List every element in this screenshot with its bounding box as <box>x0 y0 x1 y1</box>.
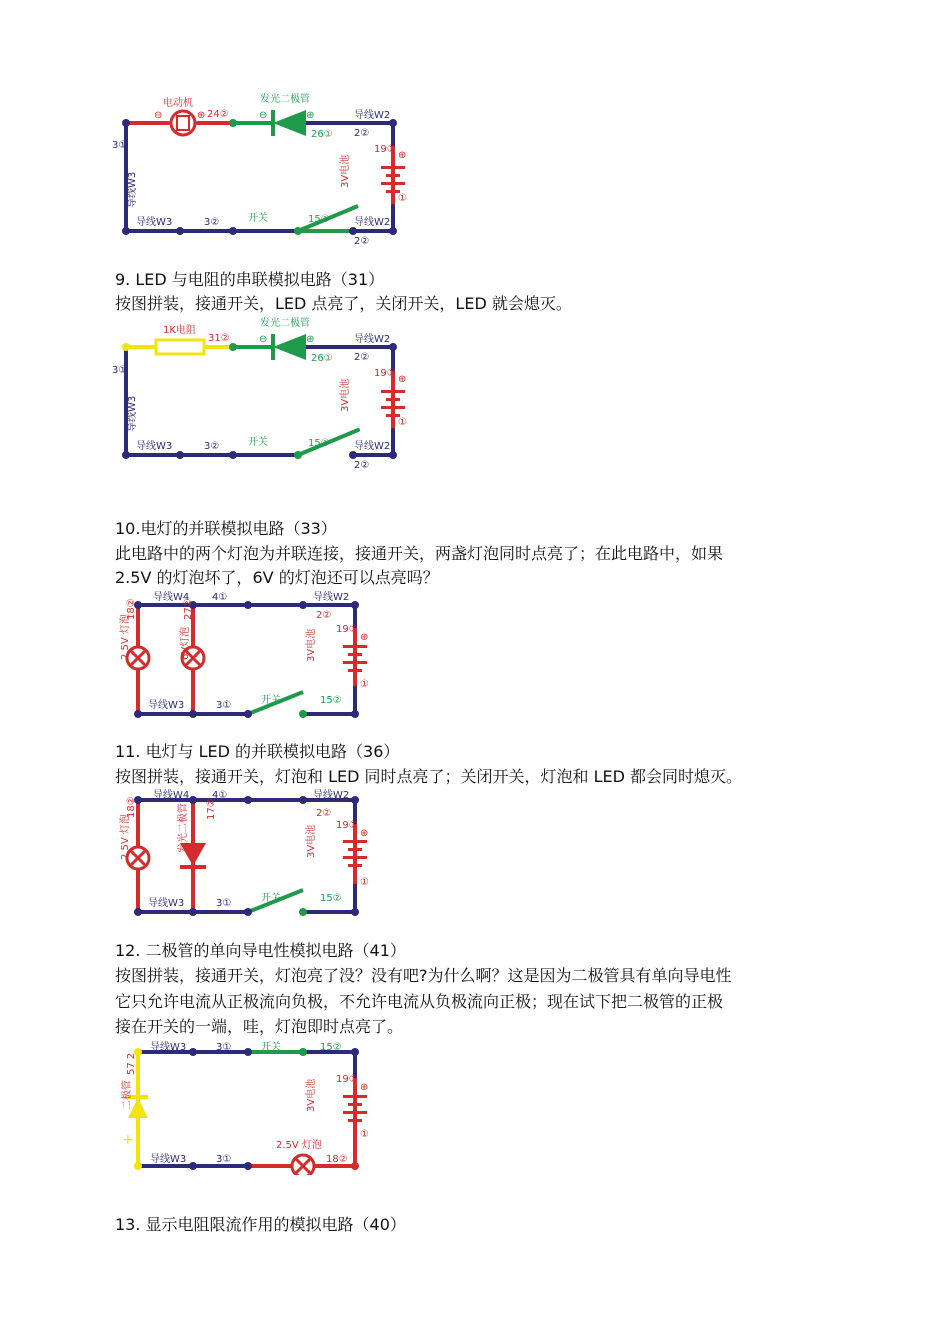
svg-text:24②: 24② <box>207 109 229 120</box>
svg-text:导线W3: 导线W3 <box>150 1154 187 1165</box>
svg-text:57 2: 57 2 <box>126 1052 137 1075</box>
svg-text:导线W3: 导线W3 <box>127 395 138 432</box>
led-label: 发光二极管 <box>260 94 310 105</box>
svg-text:3②: 3② <box>204 217 220 228</box>
svg-text:3①: 3① <box>216 1154 232 1165</box>
svg-text:3V电池: 3V电池 <box>306 1078 317 1112</box>
svg-text:27②: 27② <box>183 598 194 620</box>
svg-text:导线W3: 导线W3 <box>148 898 185 909</box>
svg-text:1K电阻: 1K电阻 <box>163 325 196 336</box>
svg-text:⊖: ⊖ <box>154 110 163 121</box>
svg-text:开关: 开关 <box>248 213 268 224</box>
section-11-title: 11. 电灯与 LED 的并联模拟电路（36） <box>115 742 400 761</box>
circuit-diagram-motor-led <box>108 88 418 248</box>
svg-text:+: + <box>122 1132 134 1148</box>
svg-text:开关: 开关 <box>261 695 281 706</box>
svg-text:⊕: ⊕ <box>398 150 407 161</box>
section-12-desc-line2: 它只允许电流从正极流向负极，不允许电流从负极流向正极；现在试下把二极管的正极 <box>115 992 724 1011</box>
svg-text:导线W4: 导线W4 <box>153 592 190 603</box>
svg-text:4①: 4① <box>212 790 228 801</box>
svg-text:发光二极管: 发光二极管 <box>260 318 310 329</box>
svg-text:⊕: ⊕ <box>360 1082 369 1093</box>
svg-text:⊕: ⊕ <box>306 334 315 345</box>
svg-text:3V电池: 3V电池 <box>306 628 317 662</box>
svg-text:导线W2: 导线W2 <box>313 592 350 603</box>
svg-text:4①: 4① <box>212 592 228 603</box>
svg-text:19①: 19① <box>336 820 358 831</box>
section-10-desc-line2: 2.5V 的灯泡坏了，6V 的灯泡还可以点亮吗？ <box>115 568 439 587</box>
led-symbol <box>273 110 306 136</box>
svg-text:31②: 31② <box>208 333 230 344</box>
section-12-desc-line1: 按图拼装，接通开关，灯泡亮了没？没有吧?为什么啊？这是因为二极管具有单向导电性 <box>115 966 732 985</box>
svg-text:19①: 19① <box>374 144 396 155</box>
svg-text:发光二极管: 发光二极管 <box>178 803 189 853</box>
svg-text:3②: 3② <box>204 441 220 452</box>
svg-text:导线W2: 导线W2 <box>354 334 391 345</box>
svg-text:⊕: ⊕ <box>306 110 315 121</box>
svg-text:26①: 26① <box>311 353 333 364</box>
circuit-diagram-parallel-bulbs <box>108 590 378 720</box>
svg-text:15②: 15② <box>320 1042 342 1053</box>
svg-text:19①: 19① <box>336 1074 358 1085</box>
svg-text:导线W3: 导线W3 <box>136 441 173 452</box>
svg-text:导线W3: 导线W3 <box>127 171 138 208</box>
svg-text:⊖: ⊖ <box>259 334 268 345</box>
svg-text:二极管: 二极管 <box>122 1080 133 1110</box>
svg-text:2.5V 灯泡: 2.5V 灯泡 <box>120 814 131 860</box>
svg-text:导线W2: 导线W2 <box>354 441 391 452</box>
section-9-title: 9. LED 与电阻的串联模拟电路（31） <box>115 270 385 289</box>
svg-text:15②: 15② <box>320 695 342 706</box>
svg-text:15②: 15② <box>320 893 342 904</box>
svg-text:⊖: ⊖ <box>259 110 268 121</box>
svg-text:19①: 19① <box>336 624 358 635</box>
led-symbol <box>273 334 306 360</box>
svg-text:2②: 2② <box>354 352 370 363</box>
svg-text:2②: 2② <box>354 236 370 247</box>
svg-text:19①: 19① <box>374 368 396 379</box>
svg-text:开关: 开关 <box>261 1042 281 1053</box>
svg-text:⊕: ⊕ <box>398 374 407 385</box>
resistor-symbol <box>156 340 204 354</box>
svg-text:15①: 15① <box>308 438 330 449</box>
svg-text:2.5V 灯泡: 2.5V 灯泡 <box>120 614 131 660</box>
svg-text:3V电池: 3V电池 <box>306 824 317 858</box>
svg-text:2②: 2② <box>316 808 332 819</box>
svg-text:3①: 3① <box>216 898 232 909</box>
svg-text:开关: 开关 <box>261 893 281 904</box>
svg-text:26①: 26① <box>311 129 333 140</box>
svg-text:3①: 3① <box>216 1042 232 1053</box>
svg-text:18②: 18② <box>126 796 137 818</box>
svg-text:6V灯泡: 6V灯泡 <box>180 626 191 660</box>
svg-text:开关: 开关 <box>248 437 268 448</box>
svg-text:导线W4: 导线W4 <box>153 790 190 801</box>
svg-text:3V电池: 3V电池 <box>340 378 351 412</box>
svg-text:⊕: ⊕ <box>360 828 369 839</box>
svg-text:3V电池: 3V电池 <box>340 154 351 188</box>
svg-text:2②: 2② <box>316 610 332 621</box>
section-11-desc: 按图拼装，接通开关，灯泡和 LED 同时点亮了；关闭开关，灯泡和 LED 都会同时熄灭。 <box>115 767 743 786</box>
svg-text:2.5V 灯泡: 2.5V 灯泡 <box>276 1140 322 1151</box>
svg-text:①: ① <box>360 679 369 690</box>
svg-text:导线W3: 导线W3 <box>148 700 185 711</box>
svg-text:①: ① <box>398 193 407 204</box>
svg-text:导线W2: 导线W2 <box>313 790 350 801</box>
motor-label: 电动机 <box>163 98 193 109</box>
svg-text:18②: 18② <box>326 1154 348 1165</box>
svg-text:3①: 3① <box>112 140 128 151</box>
svg-text:⊕: ⊕ <box>197 110 206 121</box>
circuit-diagram-bulb-led-parallel <box>108 788 378 918</box>
svg-text:18②: 18② <box>126 598 137 620</box>
svg-text:2②: 2② <box>354 460 370 471</box>
svg-text:①: ① <box>360 1129 369 1140</box>
section-12-title: 12. 二极管的单向导电性模拟电路（41） <box>115 941 406 960</box>
svg-text:导线W2: 导线W2 <box>354 110 391 121</box>
svg-text:导线W3: 导线W3 <box>150 1042 187 1053</box>
section-10-desc-line1: 此电路中的两个灯泡为并联连接，接通开关，两盏灯泡同时点亮了；在此电路中，如果 <box>115 544 724 563</box>
section-10-title: 10.电灯的并联模拟电路（33） <box>115 519 337 538</box>
circuit-diagram-diode <box>108 1040 378 1175</box>
circuit-diagram-resistor-led <box>108 315 418 475</box>
svg-text:①: ① <box>398 417 407 428</box>
section-13-title: 13. 显示电阻限流作用的模拟电路（40） <box>115 1215 406 1234</box>
svg-text:2②: 2② <box>354 128 370 139</box>
svg-text:15①: 15① <box>308 214 330 225</box>
svg-text:①: ① <box>360 877 369 888</box>
svg-text:导线W3: 导线W3 <box>136 217 173 228</box>
svg-text:3①: 3① <box>216 700 232 711</box>
svg-text:17②: 17② <box>206 798 217 820</box>
svg-text:⊕: ⊕ <box>360 632 369 643</box>
svg-text:导线W2: 导线W2 <box>354 217 391 228</box>
svg-text:3①: 3① <box>112 365 128 376</box>
section-9-desc: 按图拼装，接通开关，LED 点亮了，关闭开关，LED 就会熄灭。 <box>115 294 572 313</box>
section-12-desc-line3: 接在开关的一端，哇，灯泡即时点亮了。 <box>115 1017 404 1036</box>
